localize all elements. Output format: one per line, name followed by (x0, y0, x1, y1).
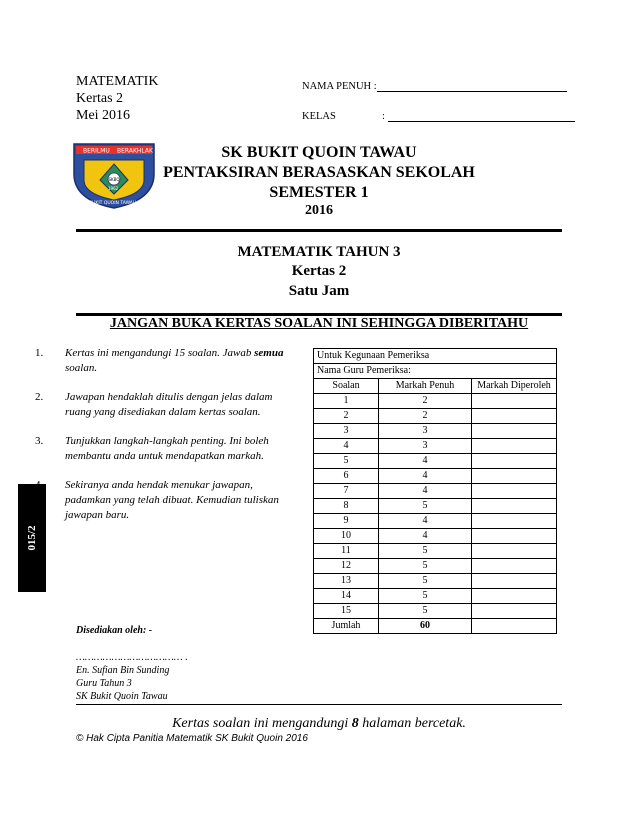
table-title: Untuk Kegunaan Pemeriksa (314, 349, 557, 364)
question-number: 15 (314, 604, 379, 619)
logo-year: 1962 (108, 186, 119, 191)
full-marks: 4 (379, 484, 472, 499)
question-number: 8 (314, 499, 379, 514)
subject-label: MATEMATIK (76, 74, 159, 89)
marks-obtained-cell[interactable] (472, 439, 557, 454)
table-row (314, 439, 557, 454)
question-number: 7 (314, 484, 379, 499)
table-row (314, 559, 557, 574)
marks-obtained-cell[interactable] (472, 574, 557, 589)
full-marks: 5 (379, 589, 472, 604)
assessment-title: PENTAKSIRAN BERASASKAN SEKOLAH (163, 164, 475, 181)
question-number: 3 (314, 424, 379, 439)
paper-code-tab (18, 484, 46, 592)
marks-obtained-cell[interactable] (472, 394, 557, 409)
marks-obtained-cell[interactable] (472, 514, 557, 529)
full-marks: 2 (379, 394, 472, 409)
instructions-list (35, 346, 285, 537)
full-marks: 3 (379, 439, 472, 454)
signature-dots: ……………………………… . (76, 652, 188, 663)
logo-text-left: BERILMU (83, 147, 110, 155)
class-colon: : (382, 111, 385, 122)
full-marks: 4 (379, 469, 472, 484)
copyright-text: © Hak Cipta Panitia Matematik SK Bukit Quoin 2016 (76, 733, 308, 744)
logo-text-right: BERAKHLAK (117, 147, 153, 155)
header-marks-obtained: Markah Diperoleh (472, 379, 557, 394)
school-name: SK BUKIT QUOIN TAWAU (221, 144, 417, 161)
full-marks: 5 (379, 604, 472, 619)
question-number: 9 (314, 514, 379, 529)
table-row (314, 454, 557, 469)
marks-obtained-cell[interactable] (472, 604, 557, 619)
preparer-school: SK Bukit Quoin Tawau (76, 691, 168, 702)
logo-text-bottom: BUKIT QUOIN TAWAU (89, 201, 137, 206)
year-label: 2016 (305, 203, 333, 218)
header-question: Soalan (314, 379, 379, 394)
marks-obtained-cell[interactable] (472, 454, 557, 469)
table-row (314, 574, 557, 589)
full-marks: 4 (379, 514, 472, 529)
full-marks: 4 (379, 529, 472, 544)
name-field[interactable] (302, 80, 567, 92)
marks-obtained-cell[interactable] (472, 589, 557, 604)
paper-number: Kertas 2 (291, 263, 347, 279)
marks-obtained-cell[interactable] (472, 544, 557, 559)
prepared-by (76, 624, 188, 703)
full-marks: 5 (379, 499, 472, 514)
table-row (314, 604, 557, 619)
question-number: 2 (314, 409, 379, 424)
instruction-item: 1. Kertas ini mengandungi 15 soalan. Jawab semua soalan. (35, 347, 284, 374)
warning-text: JANGAN BUKA KERTAS SOALAN INI SEHINGGA DIBERITAHU (109, 316, 529, 331)
total-label: Jumlah (314, 619, 379, 634)
class-label: KELAS (302, 111, 336, 122)
prepared-title: Disediakan oleh: - (76, 625, 153, 636)
examiner-table (313, 348, 557, 634)
table-row (314, 499, 557, 514)
full-marks: 5 (379, 559, 472, 574)
question-number: 6 (314, 469, 379, 484)
full-marks: 5 (379, 544, 472, 559)
page-count-note: Kertas soalan ini mengandungi 8 halaman bercetak. (172, 716, 466, 731)
table-row (314, 469, 557, 484)
semester-label: SEMESTER 1 (269, 184, 369, 201)
marks-obtained-cell[interactable] (472, 529, 557, 544)
date-label: Mei 2016 (76, 108, 131, 123)
marks-obtained-cell[interactable] (472, 499, 557, 514)
table-row (314, 424, 557, 439)
table-row (314, 514, 557, 529)
total-value: 60 (379, 619, 472, 634)
question-number: 5 (314, 454, 379, 469)
marks-obtained-cell[interactable] (472, 469, 557, 484)
question-number: 4 (314, 439, 379, 454)
question-number: 11 (314, 544, 379, 559)
table-row (314, 529, 557, 544)
table-row (314, 589, 557, 604)
header-full-marks: Markah Penuh (379, 379, 472, 394)
question-number: 10 (314, 529, 379, 544)
paper-duration: Satu Jam (288, 283, 350, 299)
instruction-item: Sekiranya anda hendak menukar jawapan, padamkan yang telah dibuat. Kemudian tuliskan jawapan baru. (65, 479, 279, 521)
table-row (314, 409, 557, 424)
preparer-name: En. Sufian Bin Sunding (76, 665, 170, 676)
total-obtained-cell[interactable] (472, 619, 557, 634)
paper-title: MATEMATIK TAHUN 3 (237, 244, 401, 260)
table-row (314, 484, 557, 499)
full-marks: 4 (379, 454, 472, 469)
marks-obtained-cell[interactable] (472, 484, 557, 499)
question-number: 1 (314, 394, 379, 409)
question-number: 14 (314, 589, 379, 604)
instruction-item: 2. Jawapan hendaklah ditulis dengan jelas dalam ruang yang disediakan dalam kertas soalan. (35, 391, 273, 418)
instruction-item: 3. Tunjukkan langkah-langkah penting. Ini boleh membantu anda untuk mendapatkan markah. (35, 435, 269, 462)
divider-top (76, 229, 562, 232)
preparer-role: Guru Tahun 3 (76, 678, 132, 689)
name-label: NAMA PENUH : (302, 81, 377, 92)
header-left (76, 73, 158, 124)
question-number: 13 (314, 574, 379, 589)
logo-center-text: SKBQ (108, 177, 120, 182)
marks-obtained-cell[interactable] (472, 424, 557, 439)
examiner-name-label[interactable]: Nama Guru Pemeriksa: (314, 364, 557, 379)
full-marks: 3 (379, 424, 472, 439)
name-line[interactable] (377, 80, 567, 92)
table-row (314, 544, 557, 559)
question-number: 12 (314, 559, 379, 574)
full-marks: 2 (379, 409, 472, 424)
class-field[interactable] (302, 110, 575, 122)
paper-label: Kertas 2 (76, 91, 124, 106)
table-row (314, 394, 557, 409)
class-line[interactable] (388, 110, 575, 122)
divider-bottom (76, 704, 562, 705)
marks-obtained-cell[interactable] (472, 559, 557, 574)
full-marks: 5 (379, 574, 472, 589)
marks-obtained-cell[interactable] (472, 409, 557, 424)
paper-code: 015/2 (26, 525, 38, 551)
